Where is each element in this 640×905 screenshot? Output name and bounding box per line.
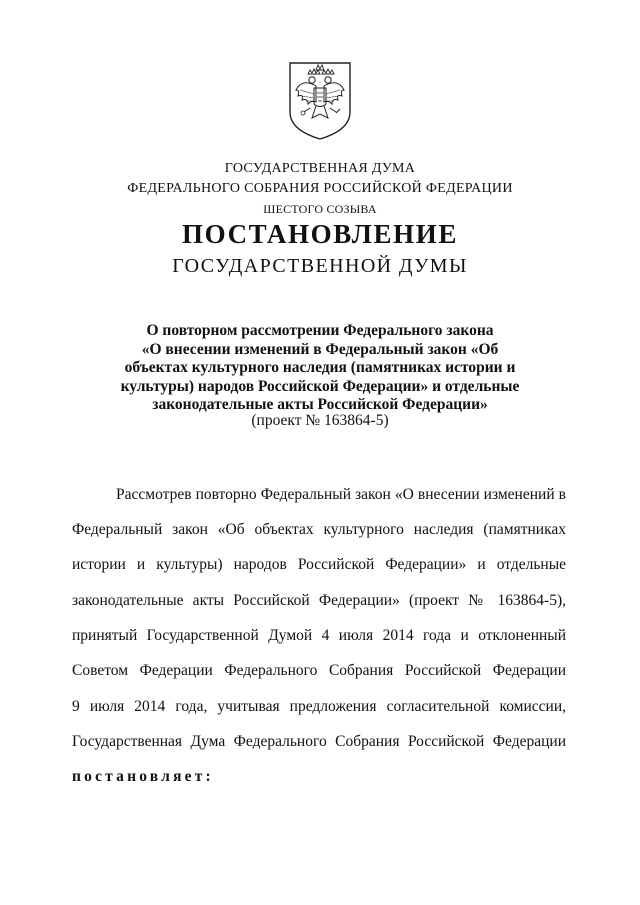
body-line: Советом Федерации Федерального Собрания Российской Федерации bbox=[72, 662, 566, 679]
body-line: Рассмотрев повторно Федеральный закон «О внесении изменений в bbox=[116, 486, 566, 503]
document-type-title: ПОСТАНОВЛЕНИЕ bbox=[182, 219, 458, 249]
body-line: истории и культуры) народов Российской Федерации» и отдельные bbox=[72, 556, 566, 573]
project-number: (проект № 163864-5) bbox=[251, 412, 389, 429]
issuer-header bbox=[0, 160, 640, 218]
resolves-keyword: постановляет: bbox=[72, 768, 214, 785]
subject-line: объектах культурного наследия (памятниках истории и bbox=[124, 359, 516, 376]
document-subject bbox=[90, 322, 550, 415]
subject-line: «О внесении изменений в Федеральный закон «Об bbox=[141, 340, 499, 358]
body-line: Федеральный закон «Об объектах культурного наследия (памятниках bbox=[72, 521, 566, 538]
subject-line: законодательные акты Российской Федерации» bbox=[152, 396, 488, 413]
document-type-subtitle: ГОСУДАРСТВЕННОЙ ДУМЫ bbox=[172, 255, 468, 277]
body-line: принятый Государственной Думой 4 июля 2014 года и отклоненный bbox=[72, 627, 566, 644]
body-line: Государственная Дума Федерального Собрания Российской Федерации bbox=[72, 733, 566, 750]
header-line-duma: ГОСУДАРСТВЕННАЯ ДУМА bbox=[224, 161, 416, 176]
body-line: 9 июля 2014 года, учитывая предложения согласительной комиссии, bbox=[72, 698, 566, 715]
header-line-federal-assembly: ФЕДЕРАЛЬНОГО СОБРАНИЯ РОССИЙСКОЙ ФЕДЕРАЦИИ bbox=[127, 181, 513, 196]
header-line-convocation: ШЕСТОГО СОЗЫВА bbox=[263, 202, 377, 216]
subject-line: культуры) народов Российской Федерации» и отдельные bbox=[120, 377, 520, 395]
body-line: законодательные акты Российской Федерации» (проект № 163864-5), bbox=[72, 592, 566, 609]
subject-line: О повторном рассмотрении Федерального закона bbox=[146, 322, 494, 339]
coat-of-arms-icon bbox=[286, 60, 354, 142]
